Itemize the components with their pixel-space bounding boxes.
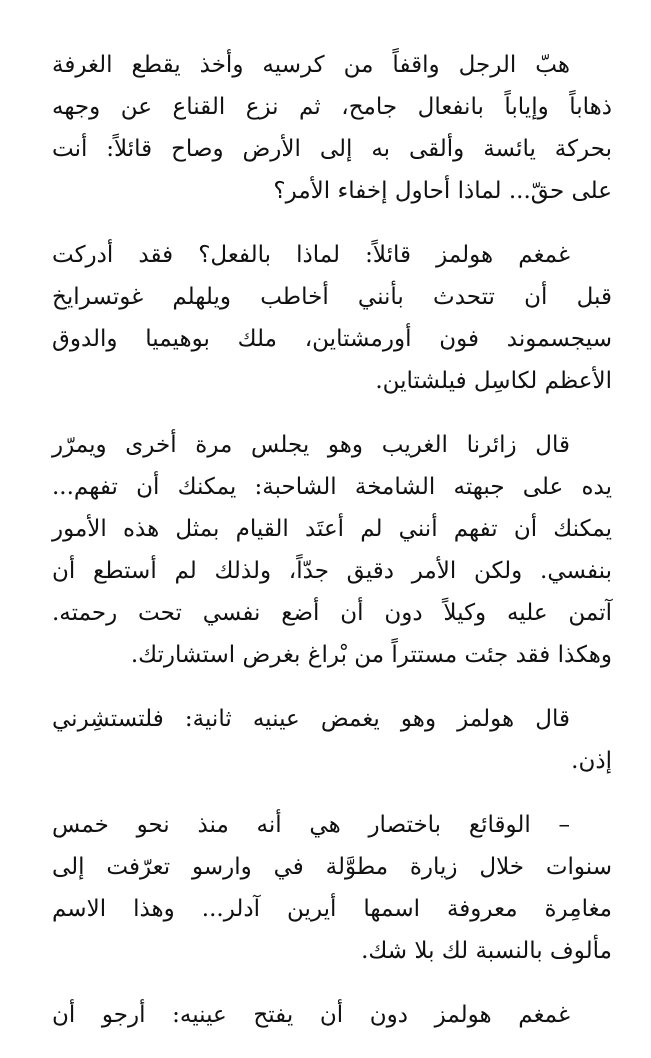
text-line: مغامِرة معروفة اسمها أيرين آدلر... وهذا الاسم — [52, 896, 612, 922]
text-line: قبل أن تتحدث بأنني أخاطب ويلهلم غوتسرايخ — [52, 284, 612, 310]
text-line: ذهاباً وإياباً بانفعال جامح، ثم نزع القناع عن وجهه — [52, 94, 612, 120]
text-line: على حقّ... لماذا أحاول إخفاء الأمر؟ — [273, 178, 612, 204]
paragraph-6 — [52, 994, 612, 1036]
paragraph-4 — [52, 698, 612, 782]
paragraph-3 — [52, 424, 612, 676]
paragraph-2 — [52, 234, 612, 402]
text-line: إذن. — [571, 748, 612, 774]
text-line: مألوف بالنسبة لك بلا شك. — [361, 938, 612, 964]
paragraph-1 — [52, 44, 612, 212]
text-line: بحركة يائسة وألقى به إلى الأرض وصاح قائلاً: أنت — [52, 136, 612, 162]
text-line: هبّ الرجل واقفاً من كرسيه وأخذ يقطع الغرفة — [52, 52, 570, 78]
text-line: قال هولمز وهو يغمض عينيه ثانية: فلتستشِرني — [52, 706, 570, 732]
text-line: يده على جبهته الشامخة الشاحبة: يمكنك أن تفهم... — [52, 474, 612, 500]
text-line: غمغم هولمز دون أن يفتح عينيه: أرجو أن — [52, 1002, 570, 1028]
text-line: قال زائرنا الغريب وهو يجلس مرة أخرى ويمرّر — [52, 432, 570, 458]
paragraph-5 — [52, 804, 612, 972]
text-line: آتمن عليه وكيلاً دون أن أضع نفسي تحت رحمته. — [52, 600, 612, 626]
text-line: سنوات خلال زيارة مطوَّلة في وارسو تعرّفت إلى — [52, 854, 612, 880]
text-line: بنفسي. ولكن الأمر دقيق جدّاً، ولذلك لم أستطع أن — [52, 558, 612, 584]
book-page — [52, 44, 612, 1058]
text-line: وهكذا فقد جئت مستتراً من بْراغ بغرض استشارتك. — [130, 642, 612, 668]
text-line: الأعظم لكاسِل فيلشتاين. — [375, 368, 612, 394]
text-line: غمغم هولمز قائلاً: لماذا بالفعل؟ فقد أدركت — [52, 242, 570, 268]
text-line: سيجسموند فون أورمشتاين، ملك بوهيميا والدوق — [52, 326, 612, 352]
text-line: – الوقائع باختصار هي أنه منذ نحو خمس — [52, 812, 570, 838]
text-line: يمكنك أن تفهم أنني لم أعتَد القيام بمثل هذه الأمور — [52, 516, 612, 542]
